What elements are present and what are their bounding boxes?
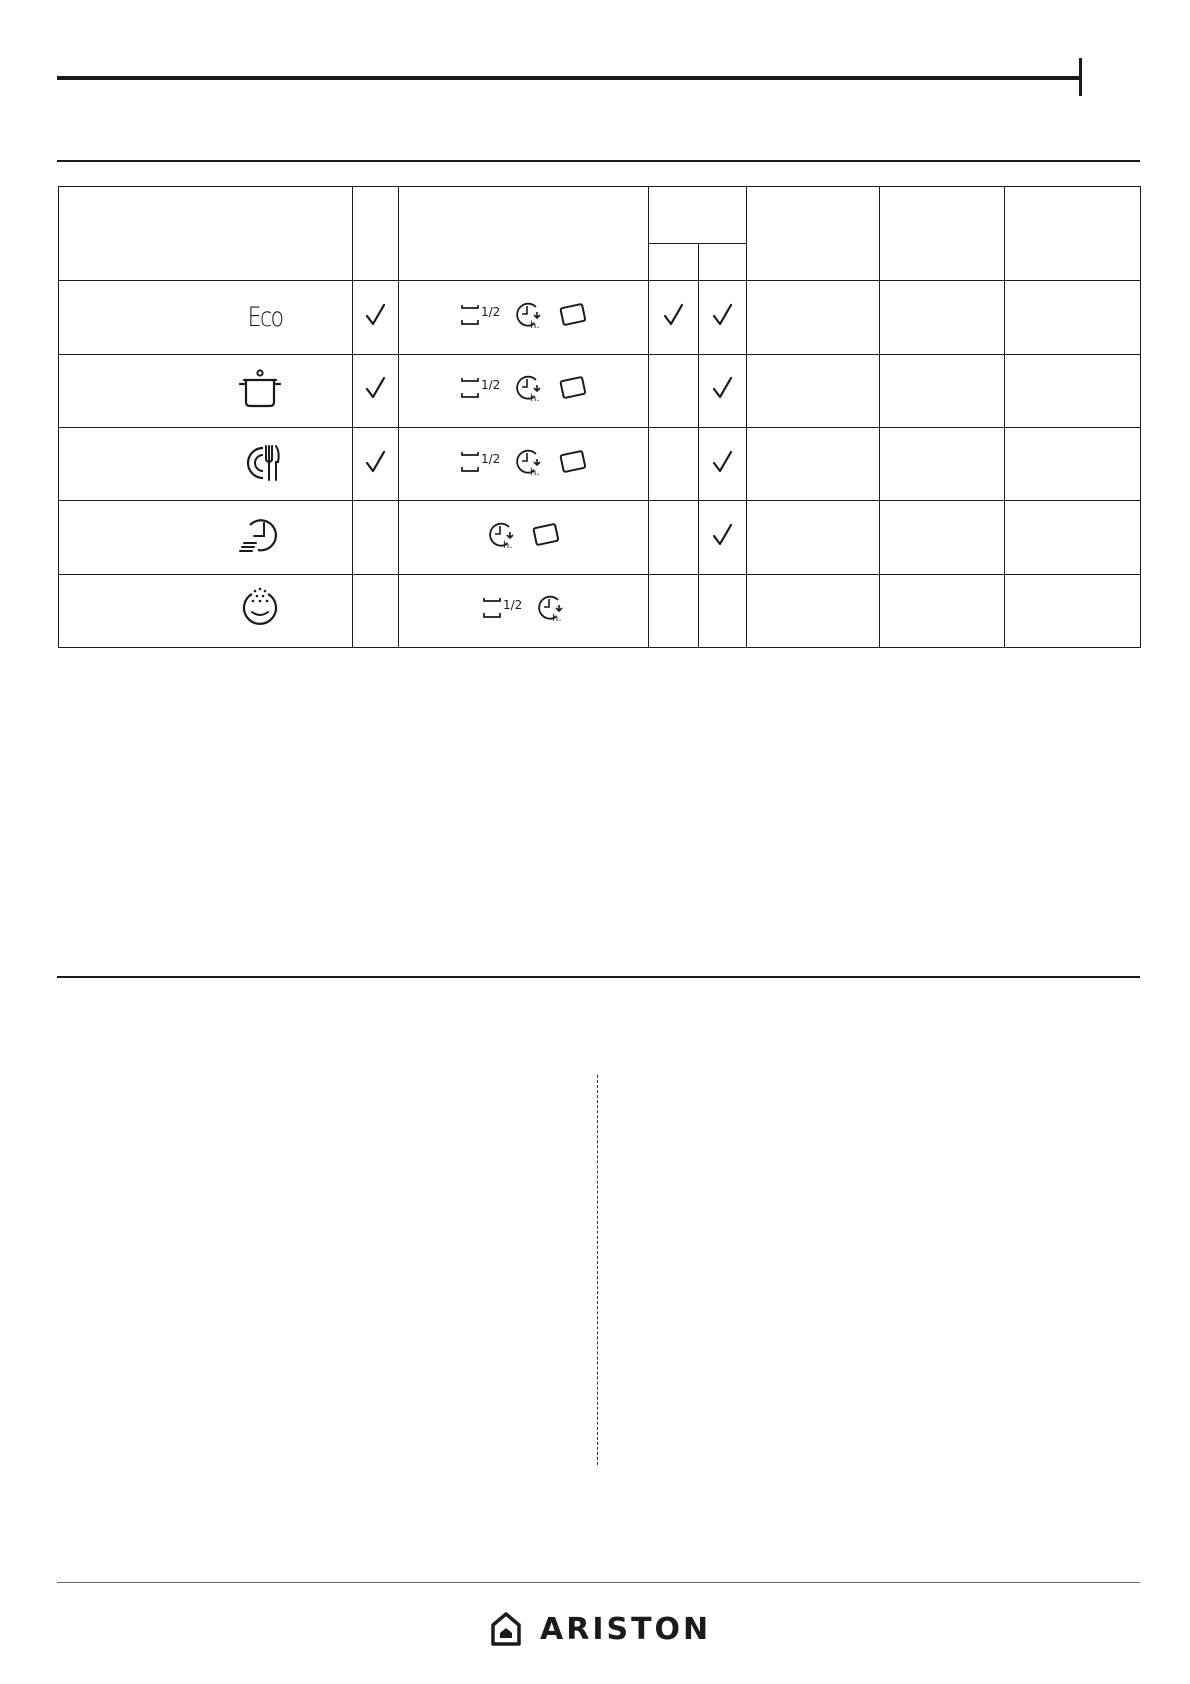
- section-rule-top: [57, 160, 1140, 162]
- options-cell: [399, 428, 649, 501]
- col7-cell: [1005, 281, 1141, 354]
- col1-cell: [353, 354, 399, 427]
- svg-text:1/2: 1/2: [480, 305, 500, 320]
- options-cell: [399, 354, 649, 427]
- programme-cell: [59, 574, 353, 647]
- sub1-cell: [649, 354, 699, 427]
- sub2-cell: [699, 501, 747, 574]
- quick-wash-icon: [238, 513, 282, 562]
- sub1-cell: [649, 281, 699, 354]
- programme-cell: [59, 428, 353, 501]
- svg-text:h.: h.: [529, 466, 540, 477]
- col6-cell: [880, 428, 1005, 501]
- half-load-icon: [482, 595, 522, 626]
- col5-cell: [747, 428, 880, 501]
- header-rule-tick: [1079, 58, 1082, 96]
- col5-cell: [747, 354, 880, 427]
- header-sub2: [699, 244, 747, 281]
- programme-row: [59, 281, 1141, 354]
- col7-cell: [1005, 428, 1141, 501]
- delay-timer-icon: [487, 520, 517, 555]
- delay-timer-icon: [536, 593, 566, 628]
- col7-cell: [1005, 501, 1141, 574]
- delay-timer-icon: [514, 300, 544, 335]
- section-rule-bottom: [57, 976, 1140, 978]
- options-cell: [399, 574, 649, 647]
- brand-logo: [490, 1611, 711, 1647]
- header-sub1: [649, 244, 699, 281]
- programme-row: [59, 501, 1141, 574]
- checkmark-icon: [711, 302, 735, 328]
- plate-cutlery-icon: [238, 440, 282, 489]
- svg-text:h.: h.: [551, 613, 562, 624]
- sub2-cell: [699, 354, 747, 427]
- tablet-icon: [558, 450, 588, 479]
- checkmark-icon: [364, 302, 388, 328]
- brand-name: ARISTON: [540, 1611, 712, 1647]
- header-col6: [880, 187, 1005, 281]
- tablet-icon: [531, 523, 561, 552]
- col1-cell: [353, 501, 399, 574]
- checkmark-icon: [711, 522, 735, 548]
- checkmark-icon: [711, 449, 735, 475]
- col1-cell: [353, 574, 399, 647]
- header-col1: [353, 187, 399, 281]
- half-load-icon: [460, 449, 500, 480]
- pot-icon: [238, 366, 282, 415]
- tablet-icon: [558, 376, 588, 405]
- eco-icon: Eco: [247, 302, 282, 334]
- col1-cell: [353, 281, 399, 354]
- half-load-icon: [460, 375, 500, 406]
- col6-cell: [880, 501, 1005, 574]
- col7-cell: [1005, 354, 1141, 427]
- programme-row: [59, 354, 1141, 427]
- programme-cell: [59, 501, 353, 574]
- sub1-cell: [649, 428, 699, 501]
- col1-cell: [353, 428, 399, 501]
- header-col5: [747, 187, 880, 281]
- tablet-icon: [558, 303, 588, 332]
- header-col7: [1005, 187, 1141, 281]
- programme-table: [58, 186, 1141, 648]
- checkmark-icon: [364, 375, 388, 401]
- checkmark-icon: [711, 375, 735, 401]
- col6-cell: [880, 281, 1005, 354]
- col5-cell: [747, 501, 880, 574]
- header-programme: [59, 187, 353, 281]
- svg-text:h.: h.: [529, 393, 540, 404]
- delay-timer-icon: [514, 373, 544, 408]
- svg-text:1/2: 1/2: [502, 598, 522, 613]
- svg-text:h.: h.: [502, 540, 513, 550]
- half-load-icon: [460, 302, 500, 333]
- options-cell: [399, 281, 649, 354]
- col6-cell: [880, 574, 1005, 647]
- programme-row: [59, 574, 1141, 647]
- programme-cell: [59, 354, 353, 427]
- programme-cell: [59, 281, 353, 354]
- soak-icon: [238, 586, 282, 635]
- sub1-cell: [649, 574, 699, 647]
- programme-row: [59, 428, 1141, 501]
- header-group: [649, 187, 747, 244]
- sub2-cell: [699, 574, 747, 647]
- header-rule: [57, 76, 1080, 80]
- svg-text:1/2: 1/2: [480, 451, 500, 466]
- header-options: [399, 187, 649, 281]
- col5-cell: [747, 574, 880, 647]
- checkmark-icon: [364, 449, 388, 475]
- sub2-cell: [699, 428, 747, 501]
- sub2-cell: [699, 281, 747, 354]
- delay-timer-icon: [514, 447, 544, 482]
- house-logo-icon: [490, 1611, 522, 1647]
- svg-text:1/2: 1/2: [480, 378, 500, 393]
- options-cell: [399, 501, 649, 574]
- checkmark-icon: [662, 302, 686, 328]
- column-divider: [597, 1075, 598, 1465]
- col7-cell: [1005, 574, 1141, 647]
- svg-text:h.: h.: [529, 320, 540, 331]
- col5-cell: [747, 281, 880, 354]
- col6-cell: [880, 354, 1005, 427]
- sub1-cell: [649, 501, 699, 574]
- footer-rule: [57, 1582, 1140, 1583]
